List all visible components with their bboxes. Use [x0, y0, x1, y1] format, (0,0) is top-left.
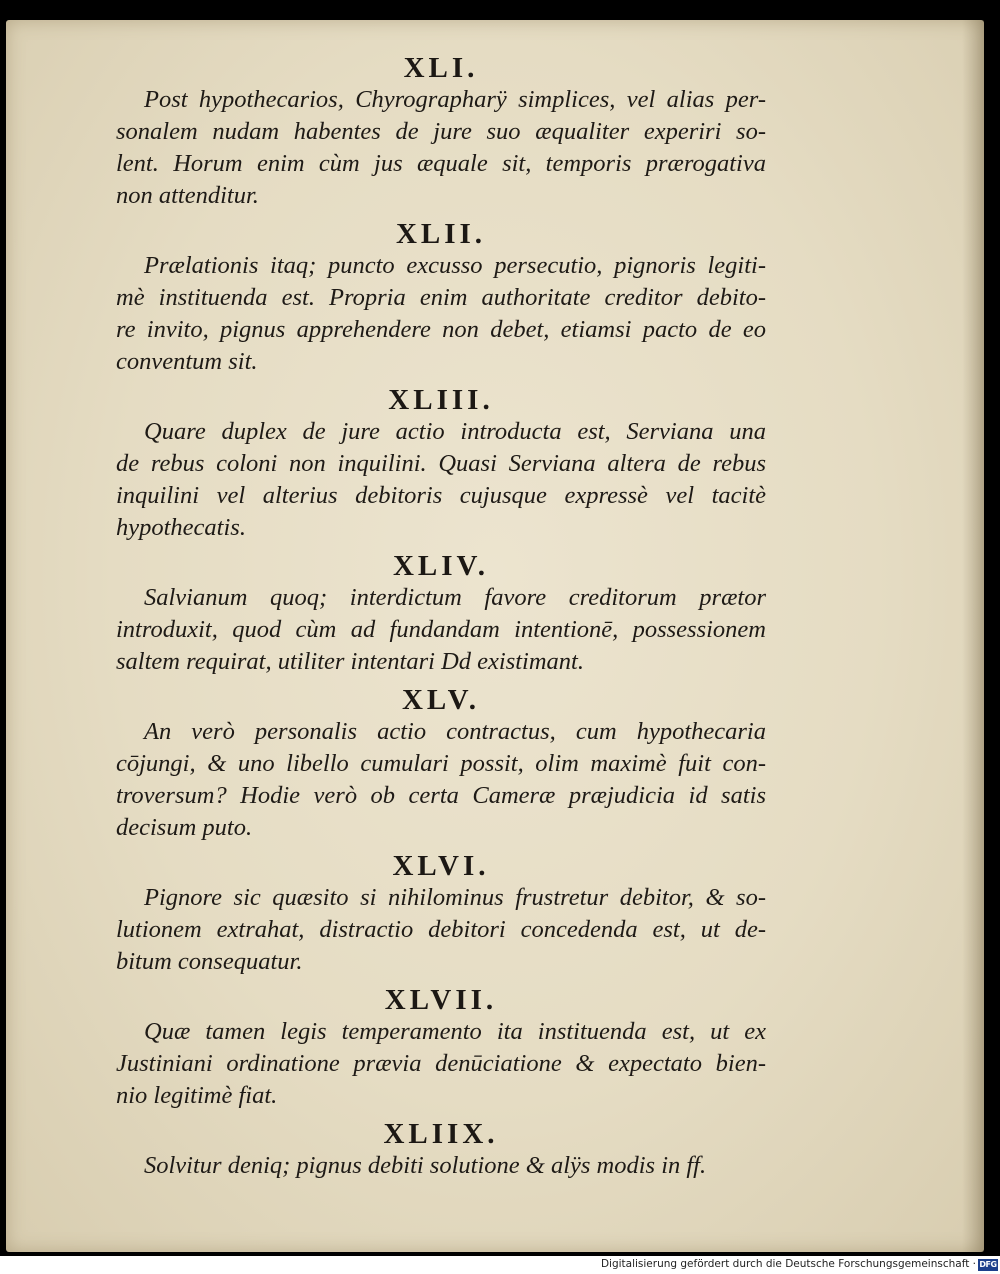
paragraph-line: Pignore sic quæsito si nihilominus frustretur debitor, & so- [144, 884, 766, 911]
paragraph-line: Quæ tamen legis temperamento ita instituenda est, ut ex [144, 1018, 766, 1045]
paragraph-line: troversum? Hodie verò ob certa Cameræ præjudicia id satis [116, 782, 766, 809]
section-paragraph [116, 416, 766, 544]
book-page [6, 20, 984, 1252]
section-numeral: XLVII. [384, 984, 498, 1016]
section-paragraph [116, 716, 766, 844]
paragraph-line: Solvitur deniq; pignus debiti solutione & alÿs modis in ff. [144, 1152, 707, 1179]
section-paragraph [116, 1016, 766, 1112]
paragraph-line: de rebus coloni non inquilini. Quasi Serviana altera de rebus [116, 450, 766, 477]
paragraph-line: Salvianum quoq; interdictum favore creditorum prætor [144, 584, 766, 611]
paragraph-line: lutionem extrahat, distractio debitori concedenda est, ut de- [116, 916, 766, 943]
footer-bar [0, 1256, 1000, 1274]
section-numeral: XLVI. [392, 850, 490, 882]
section-numeral: XLI. [403, 52, 479, 84]
section-paragraph [116, 250, 766, 378]
section-numeral: XLIIX. [383, 1118, 499, 1150]
paragraph-line: inquilini vel alterius debitoris cujusque expressè vel tacitè [116, 482, 766, 509]
paragraph-line: non attenditur. [116, 182, 259, 209]
section-paragraph [116, 1150, 766, 1182]
paragraph-line: bitum consequatur. [116, 948, 303, 975]
paragraph-line: saltem requirat, utiliter intentari Dd existimant. [116, 648, 584, 675]
paragraph-line: Post hypothecarios, Chyrographarÿ simplices, vel alias per- [144, 86, 766, 113]
section-paragraph [116, 882, 766, 978]
paragraph-line: Prælationis itaq; puncto excusso persecutio, pignoris legiti- [144, 252, 766, 279]
page-text [116, 52, 766, 1188]
paragraph-line: decisum puto. [116, 814, 253, 841]
dfg-logo-icon: DFG [979, 1260, 997, 1269]
section-numeral: XLV. [401, 684, 481, 716]
paragraph-line: introduxit, quod cùm ad fundandam intentionē, possessionem [116, 616, 766, 643]
paragraph-line: nio legitimè fiat. [116, 1082, 278, 1109]
paragraph-line: conventum sit. [116, 348, 258, 375]
section-paragraph [116, 582, 766, 678]
section-numeral: XLII. [395, 218, 487, 250]
section-numeral: XLIV. [392, 550, 490, 582]
paragraph-line: mè instituenda est. Propria enim authoritate creditor debito- [116, 284, 766, 311]
paragraph-line: sonalem nudam habentes de jure suo æqualiter experiri so- [116, 118, 766, 145]
section-numeral: XLIII. [388, 384, 494, 416]
paragraph-line: re invito, pignus apprehendere non debet, etiamsi pacto de eo [116, 316, 766, 343]
paragraph-line: An verò personalis actio contractus, cum hypothecaria [144, 718, 766, 745]
paragraph-line: cōjungi, & uno libello cumulari possit, olim maximè fuit con- [116, 750, 766, 777]
paragraph-line: Justiniani ordinatione prævia denūciatione & expectato bien- [116, 1050, 766, 1077]
paragraph-line: lent. Horum enim cùm jus æquale sit, temporis prærogativa [116, 150, 766, 177]
section-paragraph [116, 84, 766, 212]
footer-credit: Digitalisierung gefördert durch die Deutsche Forschungsgemeinschaft · [600, 1258, 976, 1270]
paragraph-line: hypothecatis. [116, 514, 246, 541]
paragraph-line: Quare duplex de jure actio introducta est, Serviana una [144, 418, 766, 445]
